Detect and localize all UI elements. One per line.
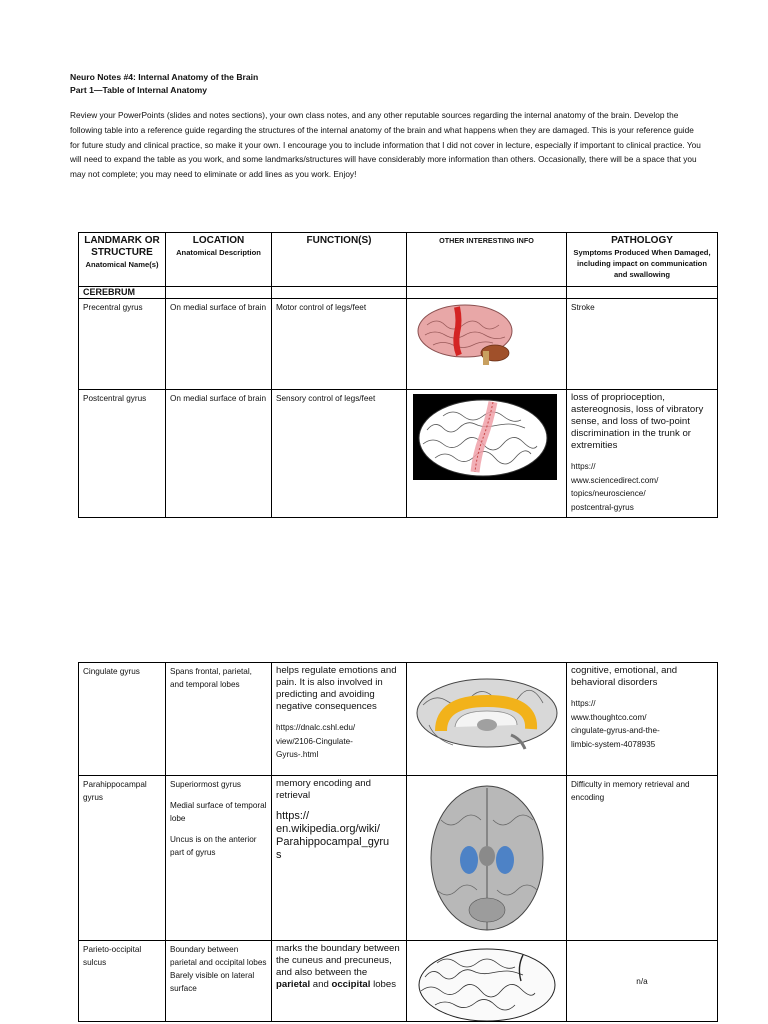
function-text: memory encoding and retrieval [276, 778, 371, 801]
parieto-occipital-brain-image [411, 943, 563, 1021]
function-text: marks the boundary between the cuneus and precuneus, and also between the [276, 943, 400, 978]
image-cell [407, 776, 567, 941]
header-landmark: LANDMARK OR STRUCTURE Anatomical Name(s) [79, 233, 166, 287]
doc-subtitle: Part 1—Table of Internal Anatomy [70, 85, 208, 95]
header-other: OTHER INTERESTING INFO [407, 233, 567, 287]
pathology-cell [567, 390, 718, 518]
landmark-cell: Cingulate gyrus [79, 663, 166, 776]
anatomy-table-1 [78, 232, 718, 518]
pathology-link[interactable]: https:// www.thoughtco.com/ cingulate-gyrus-and-the- limbic-system-4078935 [571, 699, 660, 749]
doc-title: Neuro Notes #4: Internal Anatomy of the Brain [70, 72, 259, 82]
image-cell [407, 663, 567, 776]
header-location: LOCATION Anatomical Description [166, 233, 272, 287]
section-row-cerebrum [79, 287, 718, 299]
location-cell: On medial surface of brain [166, 390, 272, 518]
location-text: Superiormost gyrus [170, 780, 241, 789]
pathology-cell: n/a [567, 941, 718, 1022]
function-link[interactable]: https://dnalc.cshl.edu/ view/2106-Cingulate- Gyrus-.html [276, 723, 356, 759]
landmark-cell: Precentral gyrus [79, 299, 166, 390]
landmark-cell: Postcentral gyrus [79, 390, 166, 518]
function-cell [272, 776, 407, 941]
anatomy-table-2 [78, 662, 718, 1022]
image-cell [407, 941, 567, 1022]
function-text: lobes [370, 979, 397, 990]
table-row [79, 299, 718, 390]
postcentral-brain-image [413, 394, 557, 480]
function-text: and [310, 979, 332, 990]
function-cell [272, 941, 407, 1022]
intro-paragraph: Review your PowerPoints (slides and notes sections), your own class notes, and any other reputable sources regarding the internal anatomy of the brain. Develop the following table into a reference guide regarding the structures of the internal anatomy of the brain and what happens when they are damaged. This is your reference guide for future study and clinical practice, so make it your own. I encourage you to include information that I did not cover in lecture, especially if important to clinical practice. You will need to expand the table as you work, and some landmarks/structures will have considerably more information than others. Occasionally, there will be a space that you may not complete; you may need to eliminate or add lines as you work. Enjoy! [70, 110, 701, 180]
function-cell [272, 663, 407, 776]
pathology-cell: Difficulty in memory retrieval and encoding [567, 776, 718, 941]
function-text-bold: occipital [331, 979, 371, 990]
function-text-bold: parietal [276, 979, 311, 990]
pathology-text: loss of proprioception, astereognosis, loss of vibratory sense, and loss of two-point discrimination in the trunk or extremities [571, 392, 704, 451]
function-cell: Sensory control of legs/feet [272, 390, 407, 518]
pathology-cell [567, 663, 718, 776]
image-cell [407, 299, 567, 390]
location-text: Medial surface of temporal lobe [170, 801, 267, 823]
function-text: helps regulate emotions and pain. It is also involved in predicting and avoiding negative consequences [276, 665, 397, 712]
image-cell [407, 390, 567, 518]
header-pathology: PATHOLOGY Symptoms Produced When Damaged, including impact on communication and swallowing [567, 233, 718, 287]
header-function: FUNCTION(S) [272, 233, 407, 287]
table-row [79, 941, 718, 1022]
landmark-cell: Parahippocampal gyrus [79, 776, 166, 941]
table-row [79, 390, 718, 518]
location-cell: On medial surface of brain [166, 299, 272, 390]
location-cell: Spans frontal, parietal, and temporal lobes [166, 663, 272, 776]
landmark-cell: Parieto-occipital sulcus [79, 941, 166, 1022]
table-row [79, 663, 718, 776]
function-cell: Motor control of legs/feet [272, 299, 407, 390]
table-row [79, 776, 718, 941]
location-text: Boundary between parietal and occipital lobes [170, 945, 267, 967]
location-cell [166, 941, 272, 1022]
pathology-cell: Stroke [567, 299, 718, 390]
section-label: CEREBRUM [79, 287, 166, 299]
location-cell [166, 776, 272, 941]
cingulate-brain-image [411, 675, 563, 755]
pathology-text: cognitive, emotional, and behavioral disorders [571, 665, 678, 688]
function-link[interactable]: https:// en.wikipedia.org/wiki/ Parahippocampal_gyru s [276, 810, 390, 861]
pathology-link[interactable]: https:// www.sciencedirect.com/ topics/neuroscience/ postcentral-gyrus [571, 462, 659, 512]
precentral-brain-image [407, 299, 567, 369]
location-text: Uncus is on the anterior part of gyrus [170, 835, 257, 857]
parahippocampal-brain-image [407, 780, 567, 935]
table-header-row [79, 233, 718, 287]
location-text: Barely visible on lateral surface [170, 971, 255, 993]
